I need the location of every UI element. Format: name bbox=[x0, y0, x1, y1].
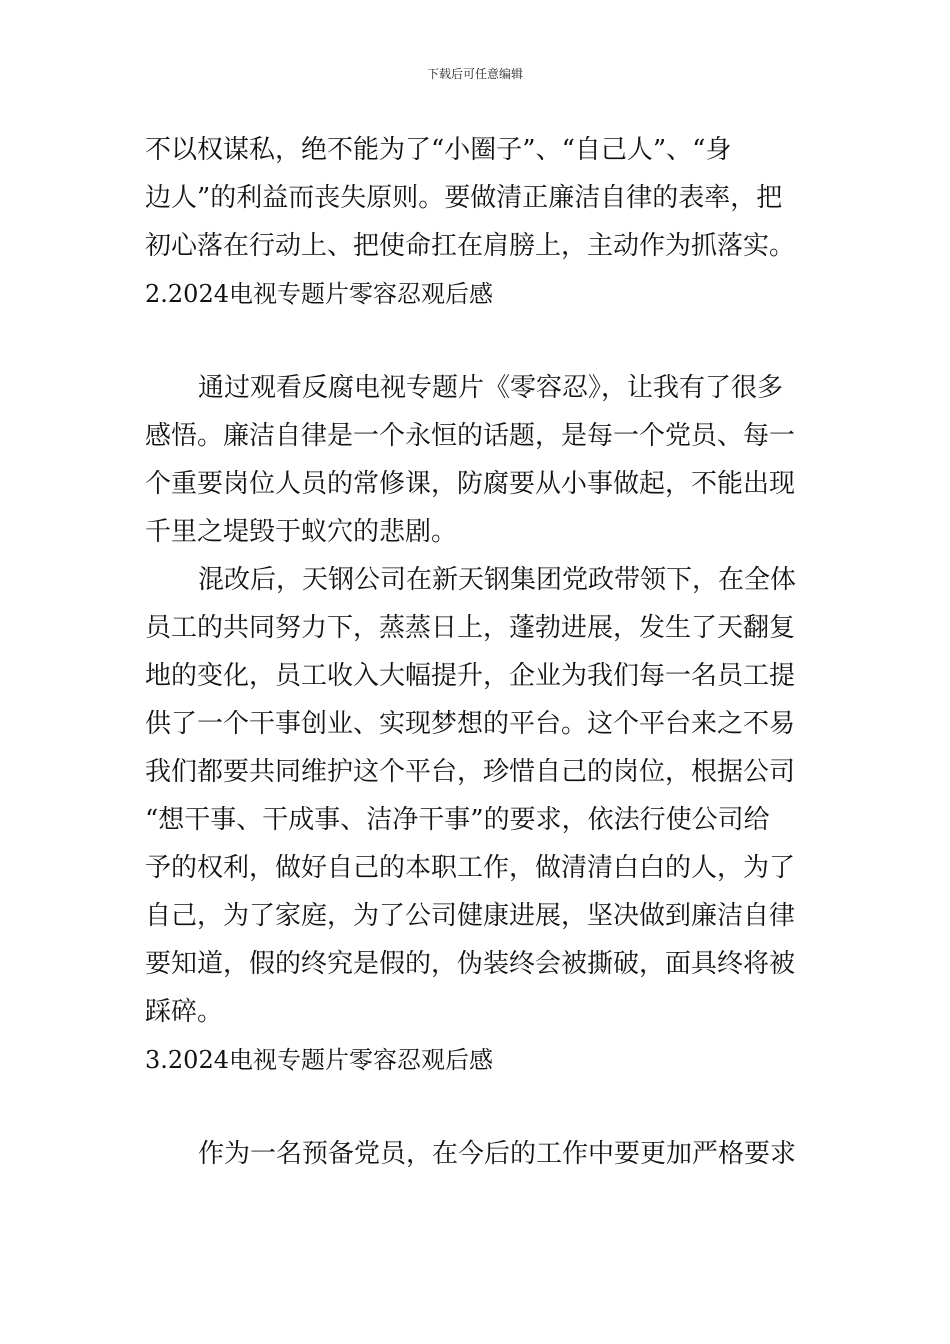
section-heading-2: 2.2024电视专题片零容忍观后感 bbox=[145, 280, 493, 308]
paragraph-continuation bbox=[145, 126, 815, 270]
paragraph-3 bbox=[145, 1130, 815, 1178]
document-body bbox=[145, 126, 815, 1178]
paragraph-2b bbox=[145, 556, 815, 1036]
text-line: “想干事、干成事、洁净干事”的要求，依法行使公司给 bbox=[145, 805, 770, 835]
paragraph-2a bbox=[145, 364, 815, 556]
section-gap bbox=[145, 318, 815, 364]
page-header-note: 下载后可任意编辑 bbox=[426, 67, 523, 81]
section-heading-3: 3.2024电视专题片零容忍观后感 bbox=[145, 1046, 493, 1074]
text-line: 地的变化，员工收入大幅提升，企业为我们每一名员工提 bbox=[145, 661, 796, 691]
text-line: 感悟。廉洁自律是一个永恒的话题，是每一个党员、每一 bbox=[145, 421, 796, 451]
text-line: 个重要岗位人员的常修课，防腐要从小事做起，不能出现 bbox=[145, 469, 796, 499]
text-line: 员工的共同努力下，蒸蒸日上，蓬勃进展，发生了天翻复 bbox=[145, 613, 796, 643]
text-line: 作为一名预备党员，在今后的工作中要更加严格要求 bbox=[198, 1139, 797, 1169]
text-line: 供了一个干事创业、实现梦想的平台。这个平台来之不易 bbox=[145, 709, 796, 739]
text-line: 我们都要共同维护这个平台，珍惜自己的岗位，根据公司 bbox=[145, 757, 796, 787]
text-line: 不以权谋私，绝不能为了“小圈子”、“自己人”、“身 bbox=[145, 135, 732, 165]
section-gap bbox=[145, 1084, 815, 1130]
text-line: 千里之堤毁于蚁穴的悲剧。 bbox=[145, 517, 458, 547]
text-line: 予的权利，做好自己的本职工作，做清清白白的人，为了 bbox=[145, 853, 796, 883]
text-line: 初心落在行动上、把使命扛在肩膀上，主动作为抓落实。 bbox=[145, 231, 796, 261]
text-line: 通过观看反腐电视专题片《零容忍》，让我有了很多 bbox=[198, 373, 784, 403]
text-line: 混改后，天钢公司在新天钢集团党政带领下，在全体 bbox=[198, 565, 797, 595]
text-line: 边人”的利益而丧失原则。要做清正廉洁自律的表率，把 bbox=[145, 183, 783, 213]
text-line: 自己，为了家庭，为了公司健康进展，坚决做到廉洁自律 bbox=[145, 901, 796, 931]
text-line: 要知道，假的终究是假的，伪装终会被撕破，面具终将被 bbox=[145, 949, 796, 979]
text-line: 踩碎。 bbox=[145, 997, 224, 1027]
